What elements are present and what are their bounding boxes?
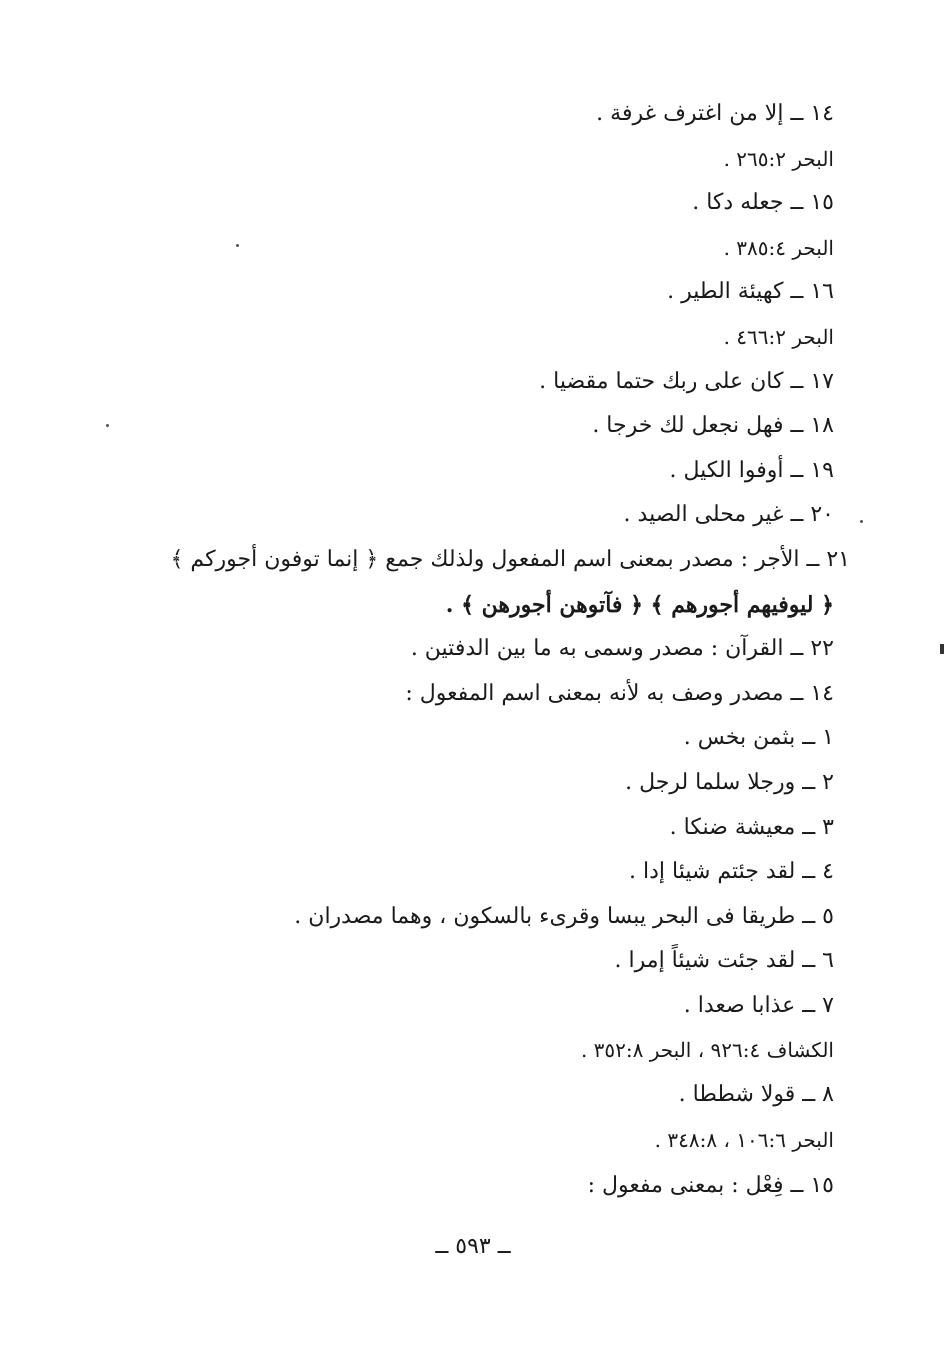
text-line: ١٨ ــ فهل نجعل لك خرجا . bbox=[592, 413, 834, 439]
text-line: ٦ ــ لقد جئت شيئاً إمرا . bbox=[614, 948, 834, 974]
reference-line: الكشاف ٩٢٦:٤ ، البحر ٣٥٢:٨ . bbox=[580, 1038, 834, 1063]
text-line: ١٥ ــ جعله دكا . bbox=[692, 190, 834, 216]
reference-line: البحر ٤٦٦:٢ . bbox=[723, 324, 834, 349]
text-line: ١٧ ــ كان على ربك حتما مقضيا . bbox=[539, 368, 834, 394]
text-line: ٨ ــ قولا شططا . bbox=[678, 1082, 834, 1108]
reference-line: البحر ١٠٦:٦ ، ٣٤٨:٨ . bbox=[654, 1127, 834, 1152]
text-line: ١٩ ــ أوفوا الكيل . bbox=[669, 457, 834, 483]
section-heading-line: ١٥ ــ فِعْل : بمعنى مفعول : bbox=[587, 1173, 834, 1199]
scan-speck bbox=[106, 424, 109, 427]
page-number: ــ ٥٩٣ ــ bbox=[435, 1234, 511, 1259]
text-line: ٢٢ ــ القرآن : مصدر وسمى به ما بين الدفتين . bbox=[410, 636, 834, 662]
text-line: ٢ ــ ورجلا سلما لرجل . bbox=[625, 769, 834, 795]
scan-speck bbox=[236, 244, 239, 247]
text-line: ٧ ــ عذابا صعدا . bbox=[683, 992, 834, 1018]
text-line: ٤ ــ لقد جئتم شيئا إدا . bbox=[628, 859, 834, 885]
text-line: ١٦ ــ كهيئة الطير . bbox=[667, 279, 834, 305]
text-line: ١٤ ــ إلا من اغترف غرفة . bbox=[596, 101, 834, 126]
text-line: ٣ ــ معيشة ضنكا . bbox=[669, 814, 834, 840]
text-line: ٥ ــ طريقا فى البحر يبسا وقرىء بالسكون ، وهما مصدران . bbox=[294, 903, 834, 929]
section-heading-line: ١٤ ــ مصدر وصف به لأنه بمعنى اسم المفعول : bbox=[405, 680, 834, 706]
text-line: ٢٠ ــ غير محلى الصيد . bbox=[623, 502, 834, 528]
text-line: ١ ــ بثمن بخس . bbox=[683, 725, 834, 751]
reference-line: البحر ٣٨٥:٤ . bbox=[723, 235, 834, 260]
reference-line: البحر ٢٦٥:٢ . bbox=[723, 146, 834, 171]
scan-speck bbox=[860, 520, 863, 523]
text-line: ٢١ ــ الأجر : مصدر بمعنى اسم المفعول ولذلك جمع ﴿ إنما توفون أجوركم ﴾ bbox=[170, 546, 850, 572]
text-block bbox=[94, 92, 850, 1210]
scan-edge-mark bbox=[940, 644, 944, 654]
quran-quote-line: ﴿ ليوفيهم أجورهم ﴾ ﴿ فآتوهن أجورهن ﴾ . bbox=[445, 591, 834, 618]
